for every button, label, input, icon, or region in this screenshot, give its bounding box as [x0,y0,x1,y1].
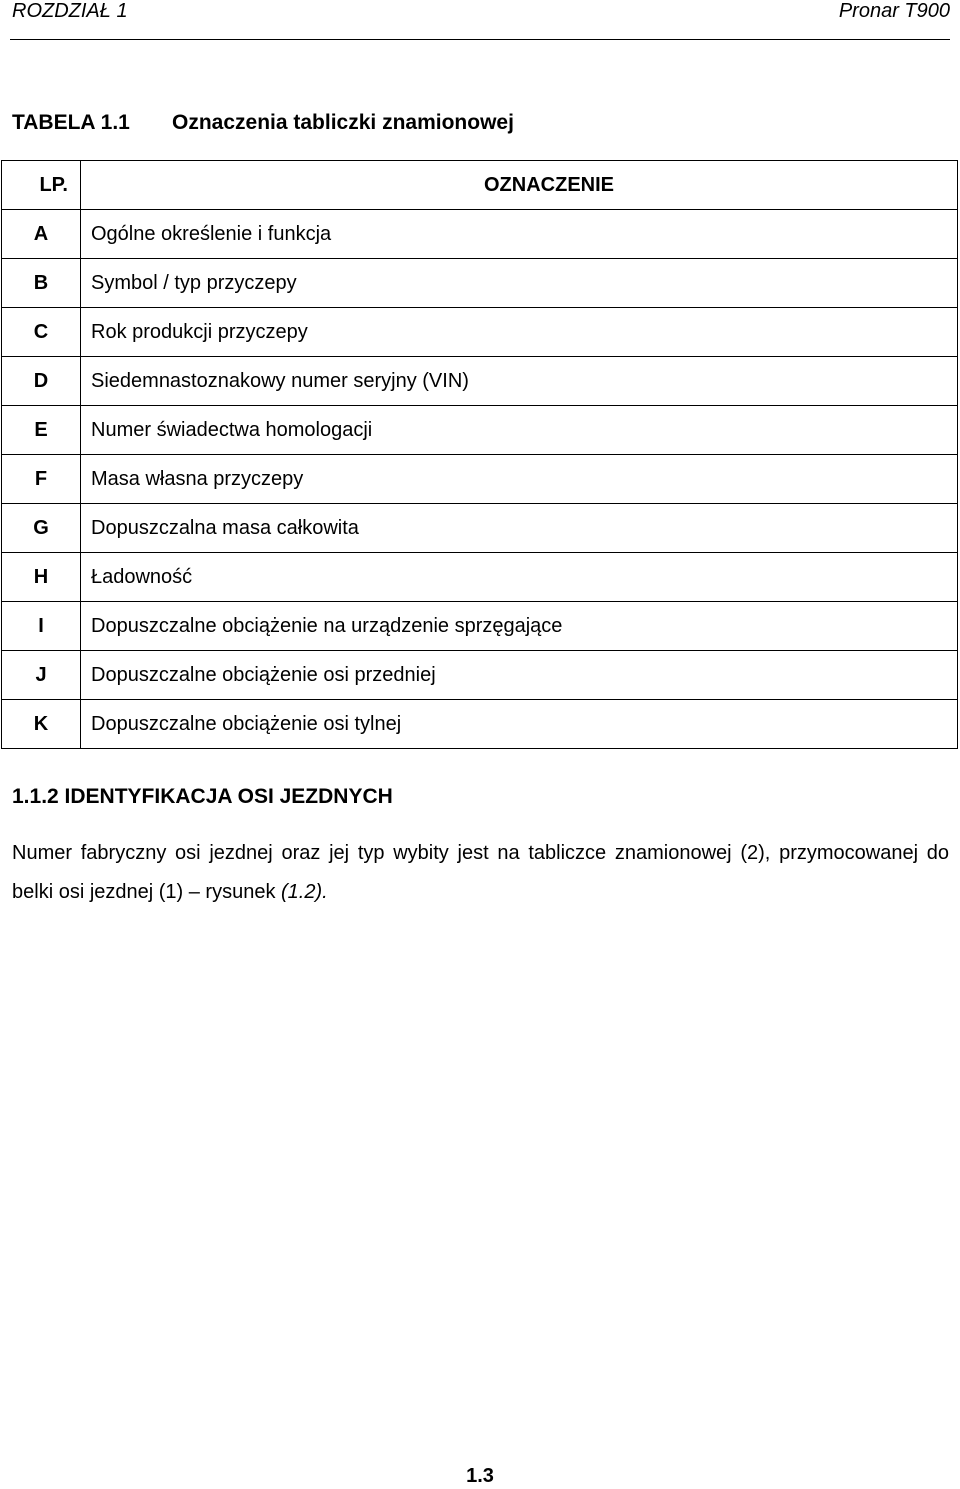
nameplate-markings-table [1,160,958,749]
table-row [2,210,958,259]
column-header-lp: LP. [2,161,81,210]
row-designation: Rok produkcji przyczepy [81,308,958,357]
row-lp: H [2,553,81,602]
axle-identification-paragraph [12,834,949,912]
table-row [2,406,958,455]
row-designation: Ładowność [81,553,958,602]
row-lp: G [2,504,81,553]
table-row [2,259,958,308]
row-lp: I [2,602,81,651]
column-header-designation: OZNACZENIE [81,161,958,210]
chapter-label: ROZDZIAŁ 1 [12,0,128,22]
row-lp: D [2,357,81,406]
row-designation: Numer świadectwa homologacji [81,406,958,455]
row-lp: E [2,406,81,455]
row-designation: Siedemnastoznakowy numer seryjny (VIN) [81,357,958,406]
table-caption [12,110,514,136]
table-row [2,602,958,651]
table-row [2,553,958,602]
table-row [2,357,958,406]
row-lp: J [2,651,81,700]
table-number: TABELA 1.1 [12,111,130,134]
table-row [2,455,958,504]
row-lp: A [2,210,81,259]
row-designation: Symbol / typ przyczepy [81,259,958,308]
product-name: Pronar T900 [838,0,950,22]
row-designation: Ogólne określenie i funkcja [81,210,958,259]
row-designation: Dopuszczalne obciążenie osi przedniej [81,651,958,700]
page-number: 1.3 [466,1465,494,1487]
row-designation: Dopuszczalne obciążenie na urządzenie sprzęgające [81,602,958,651]
table-row [2,504,958,553]
row-lp: K [2,700,81,749]
paragraph-text: Numer fabryczny osi jezdnej oraz jej typ wybity jest na tabliczce znamionowej (2), przymocowanej do belki osi jezdnej (1) – rysunek [12,842,949,903]
table-body [2,210,958,749]
row-lp: C [2,308,81,357]
header-divider [10,39,950,40]
table-row [2,700,958,749]
table-row [2,651,958,700]
row-designation: Dopuszczalna masa całkowita [81,504,958,553]
table-row [2,308,958,357]
table-header-row [2,161,958,210]
row-designation: Masa własna przyczepy [81,455,958,504]
row-lp: F [2,455,81,504]
section-heading: 1.1.2 IDENTYFIKACJA OSI JEZDNYCH [12,785,393,808]
figure-reference: (1.2). [281,881,328,903]
row-lp: B [2,259,81,308]
row-designation: Dopuszczalne obciążenie osi tylnej [81,700,958,749]
table-title: Oznaczenia tabliczki znamionowej [172,111,514,134]
